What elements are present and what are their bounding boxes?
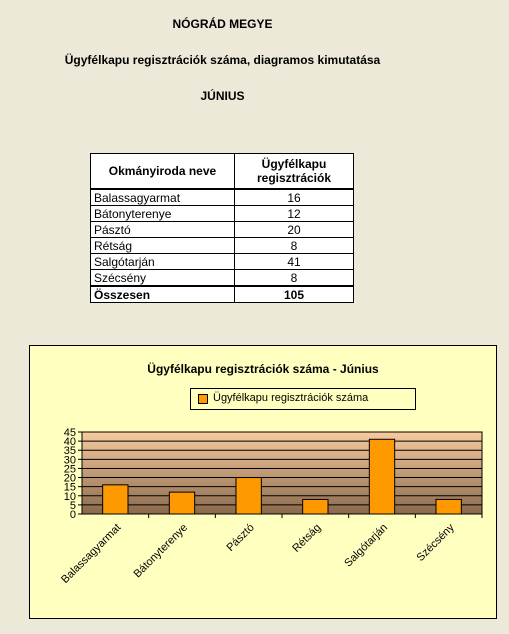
x-tick-label: Szécsény: [414, 521, 457, 564]
office-value: 41: [235, 254, 354, 270]
registrations-header-line2: regisztrációk: [256, 171, 332, 185]
chart-title: Ügyfélkapu regisztrációk száma - Június: [147, 362, 379, 376]
bar-1: [169, 492, 194, 514]
registrations-table: [90, 153, 354, 303]
bar-chart-plot: [30, 346, 496, 618]
y-tick-label: 15: [63, 481, 76, 494]
y-tick-label: 10: [63, 490, 76, 503]
y-tick-label: 45: [63, 427, 76, 439]
office-name: Pásztó: [91, 222, 235, 238]
y-tick-label: 0: [69, 509, 76, 521]
office-name: Szécsény: [91, 270, 235, 287]
legend-label: Ügyfélkapu regisztrációk száma: [213, 392, 369, 404]
table-row: [91, 206, 354, 222]
total-row: [91, 286, 354, 303]
x-tick-label: Balassagyarmat: [59, 521, 124, 586]
y-tick-label: 30: [63, 454, 76, 467]
office-value: 12: [235, 206, 354, 222]
bar-5: [436, 499, 461, 514]
registrations-header: [235, 154, 354, 190]
month-title: JÚNIUS: [200, 89, 245, 103]
y-tick-label: 40: [63, 436, 76, 449]
table-header-row: [91, 154, 354, 190]
x-tick-label: Bátonyterenye: [131, 521, 191, 581]
table-row: [91, 270, 354, 287]
office-value: 8: [235, 270, 354, 287]
x-tick-label: Pásztó: [224, 521, 257, 554]
table-row: [91, 238, 354, 254]
bar-0: [103, 485, 128, 514]
office-value: 16: [235, 189, 354, 206]
office-name: Balassagyarmat: [91, 189, 235, 206]
bar-3: [303, 499, 328, 514]
x-tick-label: Rétság: [290, 521, 324, 555]
x-tick-label: Salgótarján: [342, 521, 391, 570]
bar-2: [236, 478, 261, 514]
office-name: Rétság: [91, 238, 235, 254]
total-label: Összesen: [91, 286, 235, 303]
table-row: [91, 189, 354, 206]
plot-background: [82, 432, 482, 514]
registrations-header-line1: Ügyfélkapu: [261, 157, 327, 171]
office-name: Bátonyterenye: [91, 206, 235, 222]
report-subtitle: Ügyfélkapu regisztrációk száma, diagramos kimutatása: [64, 53, 381, 67]
y-tick-label: 35: [63, 445, 76, 458]
office-name-header: Okmányiroda neve: [91, 154, 235, 190]
table-row: [91, 254, 354, 270]
bar-4: [369, 439, 394, 514]
chart-area: [29, 345, 497, 619]
y-tick-label: 5: [69, 499, 76, 512]
county-title: NÓGRÁD MEGYE: [172, 17, 273, 31]
table-row: [91, 222, 354, 238]
total-value: 105: [235, 286, 354, 303]
y-tick-label: 20: [63, 472, 76, 485]
office-name: Salgótarján: [91, 254, 235, 270]
office-value: 8: [235, 238, 354, 254]
y-tick-label: 25: [63, 463, 76, 476]
office-value: 20: [235, 222, 354, 238]
